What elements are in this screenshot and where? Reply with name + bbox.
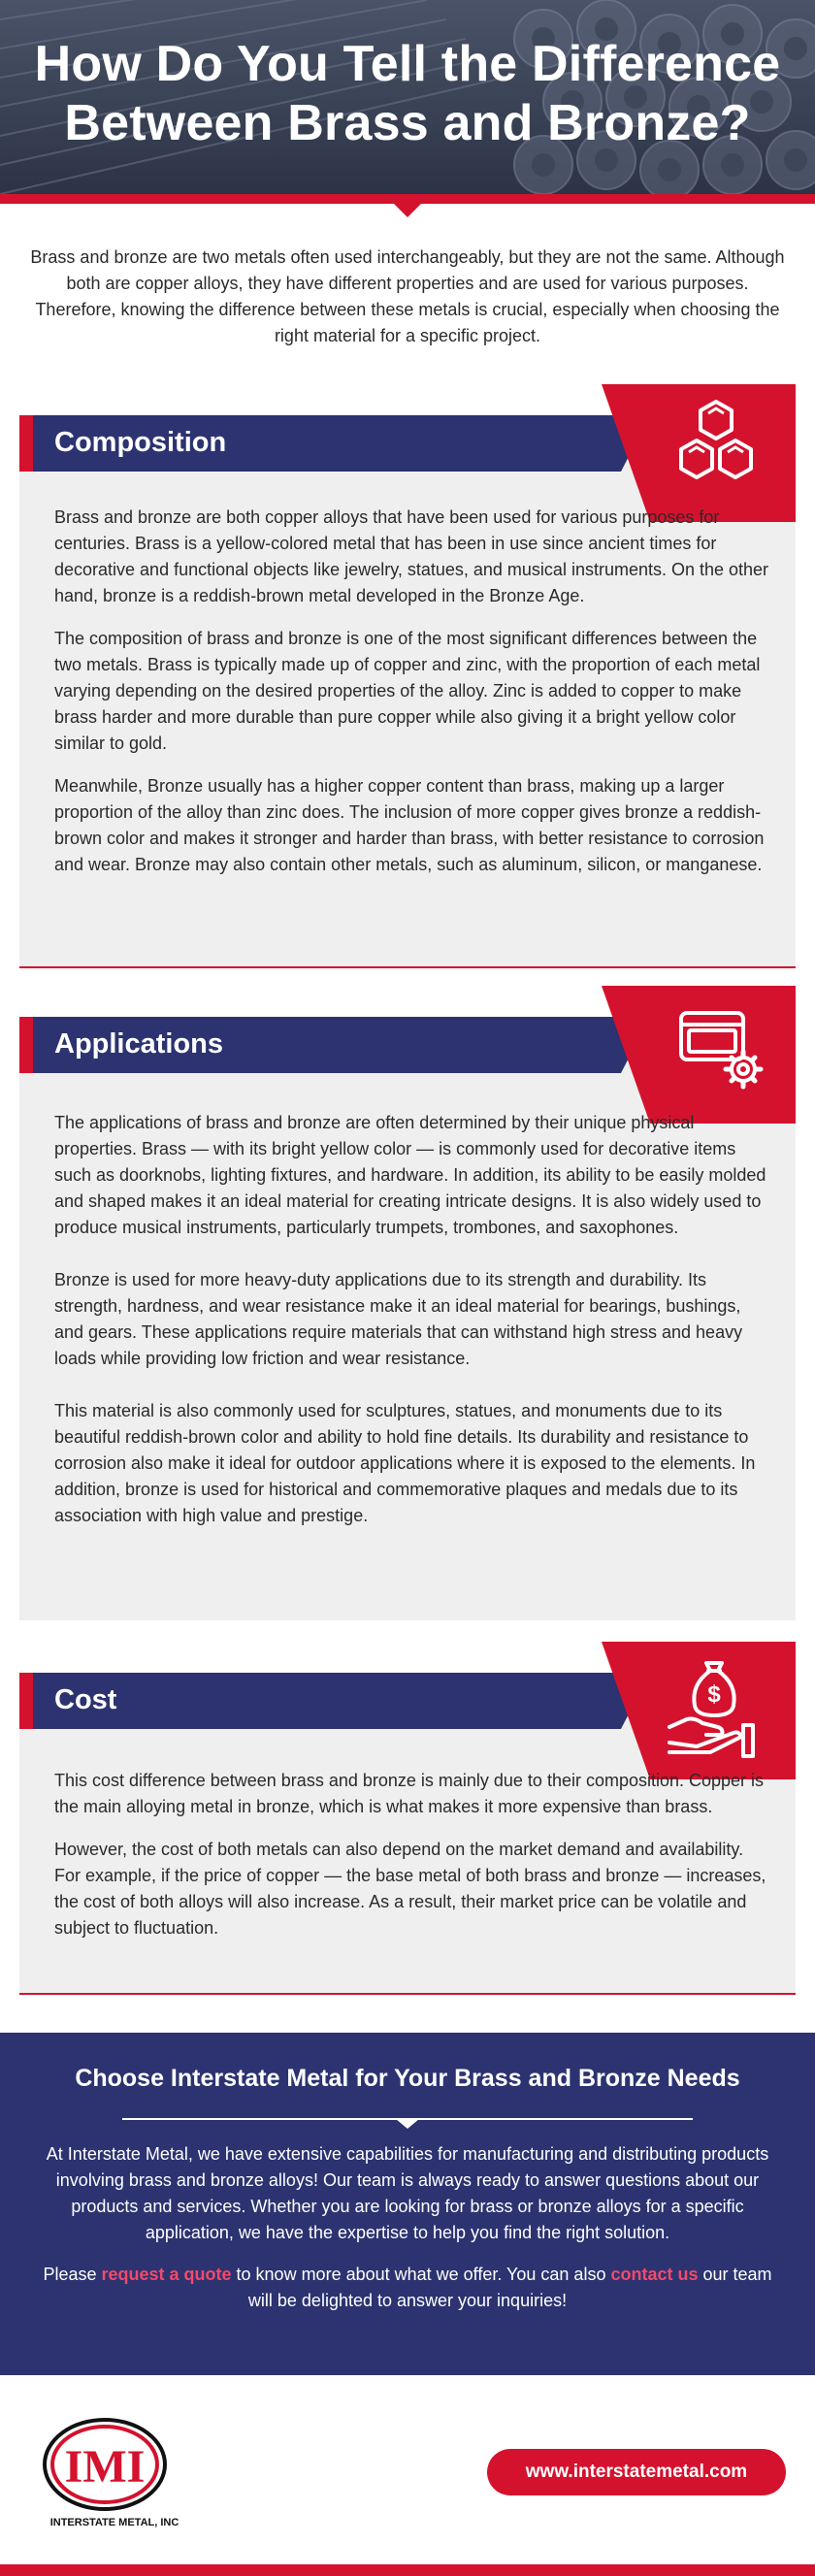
applications-body: [54, 1110, 772, 1555]
cost-paragraph-1: This cost difference between brass and bronze is mainly due to their composition. Copper is the main alloying metal in bronze, which is what makes it more expensive than brass.: [54, 1771, 765, 1816]
section-divider: [19, 1993, 796, 1995]
imi-logo-icon: [37, 2414, 192, 2515]
page-title: [0, 35, 815, 153]
cta-text: to know more about what we offer. You can also: [231, 2265, 611, 2284]
request-quote-link[interactable]: request a quote: [101, 2265, 232, 2284]
applications-paragraph-2: Bronze is used for more heavy-duty applications due to its strength and durability. Its strength, hardness, and wear resistance make it an ideal material for bearings, bushings, and gears. These applications require materials that can withstand high stress and heavy loads while providing low friction and wear resistance.: [54, 1270, 743, 1368]
applications-title: Applications: [54, 1028, 224, 1060]
browser-gear-icon: [572, 986, 796, 1124]
section-divider: [19, 966, 796, 968]
cost-heading-bar: [19, 1673, 621, 1729]
company-name: INTERSTATE METAL, INC: [49, 2517, 179, 2528]
company-logo[interactable]: [37, 2414, 192, 2530]
intro-paragraph: Brass and bronze are two metals often used interchangeably, but they are not the same. Although both are copper alloys, they have different properties and are used for various purposes. Therefore, knowing the difference between these metals is crucial, especially when choosing the right material for a specific project.: [30, 247, 785, 345]
composition-body: [54, 505, 772, 895]
cta-panel: [0, 2033, 815, 2375]
applications-paragraph-3: This material is also commonly used for sculptures, statues, and monuments due to its beautiful reddish-brown color and ability to hold fine details. Its durability and resistance to corrosion also make it ideal for outdoor applications where it is exposed to the elements. In addition, bronze is used for historical and commemorative plaques and medals due to its association with high value and prestige.: [54, 1401, 756, 1525]
cost-title: Cost: [54, 1684, 117, 1715]
cta-title: Choose Interstate Metal for Your Brass and Bronze Needs: [75, 2065, 740, 2092]
svg-text:$: $: [707, 1681, 721, 1708]
cost-section: [19, 1673, 796, 1995]
money-bag-hand-icon: [572, 1642, 796, 1779]
logo-text: IMI: [64, 2441, 146, 2493]
cta-paragraph: At Interstate Metal, we have extensive capabilities for manufacturing and distributing products involving brass and bronze alloys! Our team is always ready to answer questions about our products and services. Whether you are looking for brass or bronze alloys for a specific application, we have the expertise to help you find the right solution.: [46, 2144, 769, 2242]
title-line-2: Between Brass and Bronze?: [64, 95, 751, 151]
footer-accent-bar: [0, 2564, 815, 2576]
header-notch: [392, 202, 423, 217]
composition-paragraph-1: Brass and bronze are both copper alloys that have been used for various purposes for centuries. Brass is a yellow-colored metal that has been in use since ancient times for decorative and functional objects like jewelry, statues, and musical instruments. On the other hand, bronze is a reddish-brown metal developed in the Bronze Age.: [54, 507, 769, 605]
contact-us-link[interactable]: contact us: [610, 2265, 699, 2284]
cta-text: Please: [43, 2265, 102, 2284]
cost-paragraph-2: However, the cost of both metals can also depend on the market demand and availability. For example, if the price of copper — the base metal of both brass and bronze — increases, the cost of both alloys will also increase. As a result, their market price can be volatile and subject to fluctuation.: [54, 1840, 766, 1938]
cta-contact-line: [39, 2262, 776, 2314]
applications-heading-bar: [19, 1017, 621, 1073]
composition-title: Composition: [54, 427, 227, 458]
cta-body: [39, 2141, 776, 2330]
applications-section: [19, 1017, 796, 1620]
hero-header: [0, 0, 815, 194]
cta-divider-notch: [396, 2119, 419, 2129]
composition-section: [19, 415, 796, 968]
cost-body: [54, 1768, 772, 1958]
cta-text: our team will be delighted to answer your inquiries!: [247, 2265, 772, 2310]
composition-heading-bar: [19, 415, 621, 472]
hexagons-icon: [572, 384, 796, 522]
composition-paragraph-3: Meanwhile, Bronze usually has a higher copper content than brass, making up a larger proportion of the alloy than zinc does. The inclusion of more copper gives bronze a reddish-brown color and makes it stronger and harder than brass, with better resistance to corrosion and wear. Bronze may also contain other metals, such as aluminum, silicon, or manganese.: [54, 776, 765, 874]
applications-paragraph-1: The applications of brass and bronze are often determined by their unique physical properties. Brass — with its bright yellow color — is commonly used for decorative items such as doorknobs, lighting fixtures, and hardware. In addition, its ability to be easily molded and shaped makes it an ideal material for creating intricate designs. It is also widely used to produce musical instruments, particularly trumpets, trombones, and saxophones.: [54, 1113, 766, 1237]
website-url-button[interactable]: www.interstatemetal.com: [487, 2449, 786, 2495]
composition-paragraph-2: The composition of brass and bronze is one of the most significant differences between the two metals. Brass is typically made up of copper and zinc, with the proportion of each metal varying depending on the desired properties of the alloy. Zinc is added to copper to make brass harder and more durable than pure copper while also giving it a bright yellow color similar to gold.: [54, 629, 761, 753]
title-line-1: How Do You Tell the Difference: [34, 36, 781, 92]
